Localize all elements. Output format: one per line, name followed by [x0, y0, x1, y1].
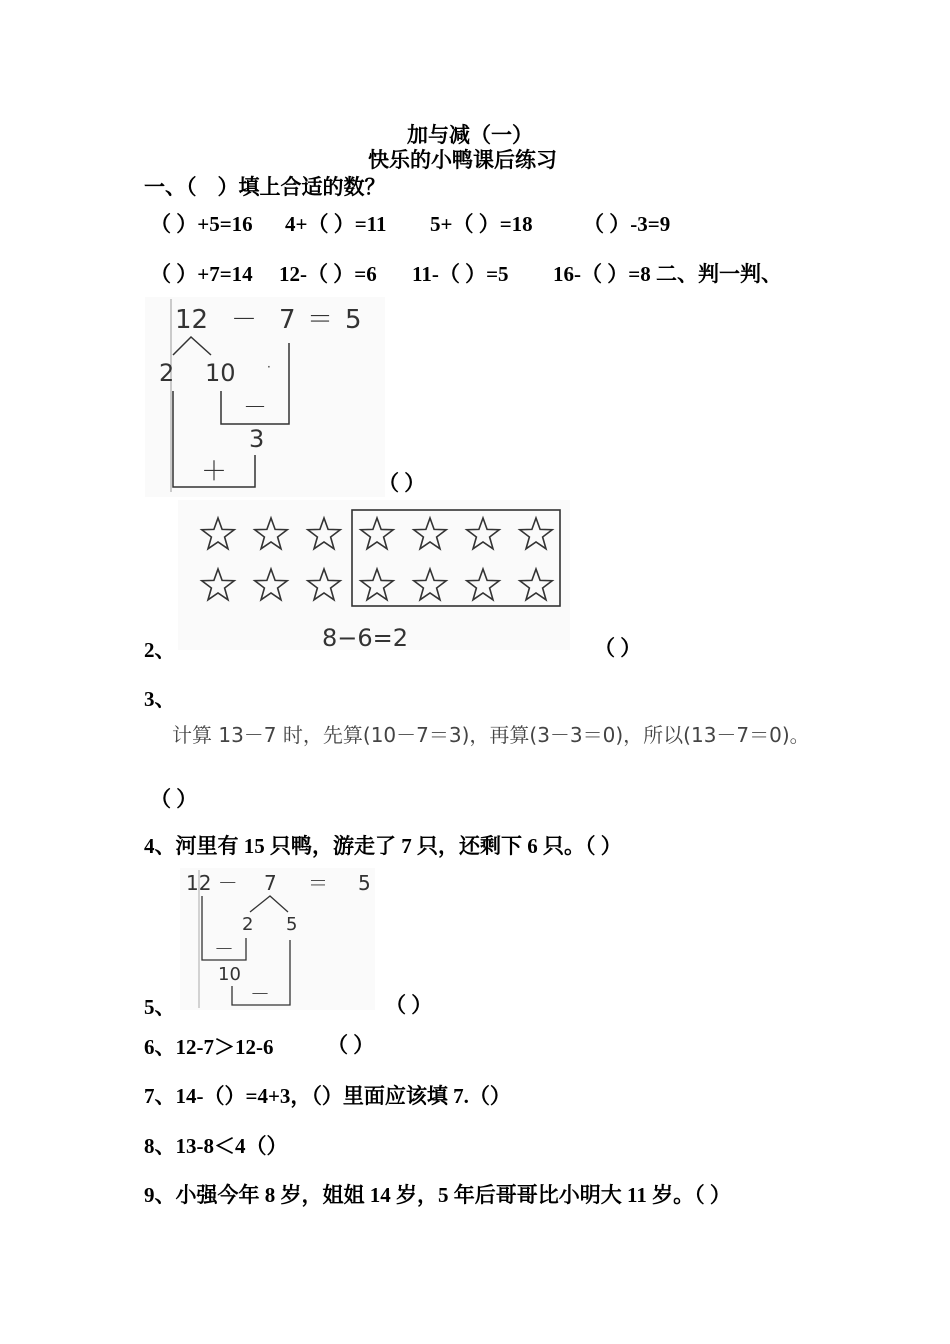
q1-num-5: 5 [345, 305, 362, 335]
q1-num-7: 7 [279, 305, 296, 335]
title-line-2: 快乐的小鸭课后练习 [368, 148, 557, 172]
q1-result-3: 3 [249, 425, 265, 453]
q1-minus-sign: － [231, 305, 258, 335]
q3-label: 3、 [144, 687, 176, 711]
q5-num-7: 7 [264, 871, 277, 895]
s1-row1-item-1: （ ）+5=16 [150, 212, 253, 236]
q1-num-12: 12 [175, 305, 209, 335]
q9-statement: 9、小强今年 8 岁，姐姐 14 岁，5 年后哥哥比小明大 11 岁。（ ） [144, 1183, 731, 1207]
q5-split-5: 5 [286, 914, 298, 935]
section-1-heading: 一、（ ）填上合适的数？ [144, 175, 386, 199]
q7-statement: 7、14-（）=4+3，（）里面应该填 7.（） [144, 1084, 511, 1108]
q5-answer-blank: （ ） [385, 993, 433, 1017]
q5-num-5: 5 [358, 871, 371, 895]
title-line-1: 加与减（一） [407, 123, 533, 147]
s1-row2-item-4: 16-（ ）=8 二、判一判、 [553, 262, 782, 286]
q5-label: 5、 [144, 995, 176, 1019]
q1-split-10: 10 [205, 359, 236, 387]
q5-bracket-minus-1: － [214, 937, 234, 961]
q6-answer-blank: （ ） [327, 1033, 375, 1057]
q2-label: 2、 [144, 638, 176, 662]
q5-equals-sign: ＝ [308, 871, 328, 895]
q5-split-2: 2 [242, 914, 254, 935]
q4-statement: 4、河里有 15 只鸭，游走了 7 只，还剩下 6 只。（ ） [144, 834, 622, 858]
q2-equation: 8−6=2 [322, 624, 409, 650]
s1-row2-item-1: （ ）+7=14 [150, 262, 253, 286]
q1-dot: · [267, 360, 271, 374]
s1-row1-item-3: 5+（ ）=18 [430, 212, 533, 236]
s1-row2-item-3: 11-（ ）=5 [412, 262, 509, 286]
q2-answer-blank: （ ） [594, 636, 642, 660]
q2-star-figure [178, 500, 570, 650]
q1-equals-sign: ＝ [307, 305, 334, 335]
q3-statement: 计算 13－7 时，先算(10－7＝3)，再算(3－3＝0)，所以(13－7＝0)。 [172, 723, 810, 747]
q1-figure [145, 297, 385, 497]
q8-statement: 8、13-8＜4（） [144, 1134, 288, 1158]
q1-bracket-plus: ＋ [201, 457, 228, 487]
q1-answer-blank: （ ） [378, 471, 426, 495]
q6-statement: 6、12-7＞12-6 [144, 1035, 274, 1059]
q5-ten: 10 [218, 964, 241, 985]
q1-bracket-minus: － [243, 393, 267, 421]
q5-num-12-minus: 12 － [186, 871, 238, 895]
q1-split-2: 2 [159, 359, 175, 387]
s1-row2-item-2: 12-（ ）=6 [279, 262, 377, 286]
s1-row1-item-4: （ ）-3=9 [583, 212, 671, 236]
s1-row1-item-2: 4+（ ）=11 [285, 212, 387, 236]
q5-figure [180, 868, 375, 1010]
q5-bracket-minus-2: － [250, 982, 270, 1006]
q3-answer-blank: （ ） [150, 787, 198, 811]
